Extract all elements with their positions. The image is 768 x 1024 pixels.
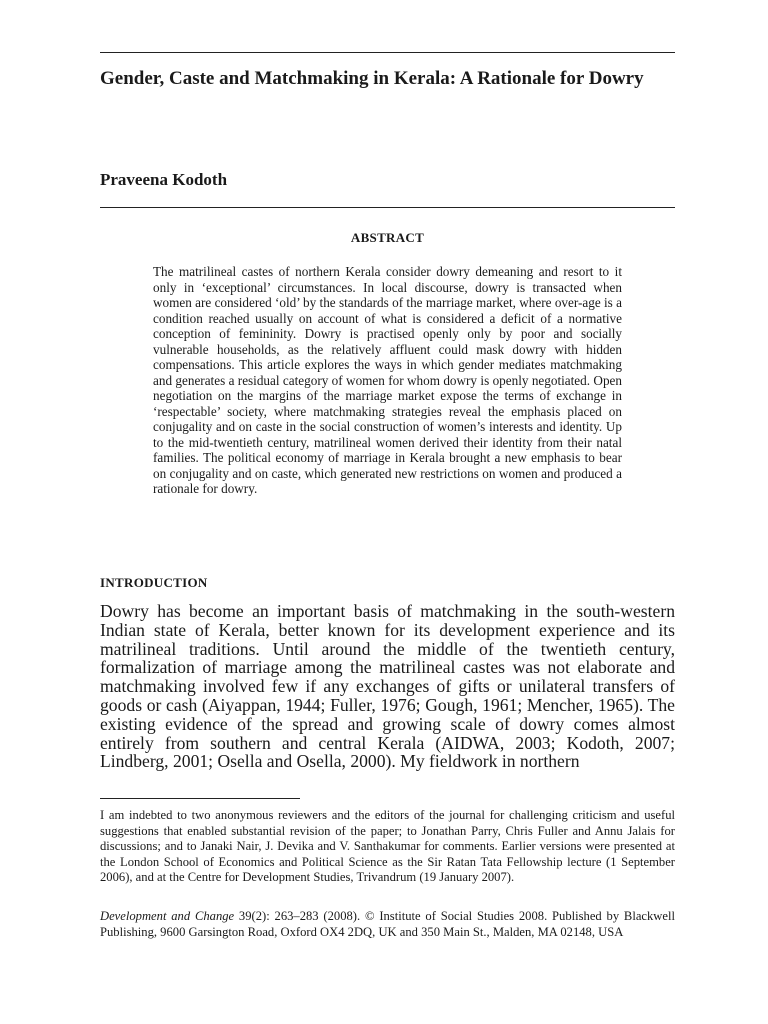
footnote-rule [100, 798, 300, 799]
citation-details: 39(2): 263–283 (2008). © Institute of Social Studies 2008. Published by Blackwell Publishing, 9600 Garsington Road, Oxford OX4 2DQ, UK and 350 Main St., Malden, MA 02148, USA [100, 909, 675, 939]
article-title: Gender, Caste and Matchmaking in Kerala: A Rationale for Dowry [100, 68, 644, 89]
introduction-heading: INTRODUCTION [100, 575, 208, 590]
journal-citation [100, 909, 675, 940]
introduction-text: Dowry has become an important basis of matchmaking in the south-western Indian state of Kerala, better known for its development experience and its matrilineal traditions. Until around the middle of the twentieth century, formalization of marriage among the matrilineal castes was not elaborate and matchmaking involved few if any exchanges of gifts or unilateral transfers of goods or cash (Aiyappan, 1944; Fuller, 1976; Gough, 1961; Mencher, 1965). The existing evidence of the spread and growing scale of dowry comes almost entirely from southern and central Kerala (AIDWA, 2003; Kodoth, 2007; Lindberg, 2001; Osella and Osella, 2000). My fieldwork in northern [100, 601, 675, 772]
abstract-text: The matrilineal castes of northern Kerala consider dowry demeaning and resort to it only in ‘exceptional’ circumstances. In local discourse, dowry is transacted when women are considered ‘old’ by the standards of the marriage market, where over-age is a condition reached usually on account of what is considered a deficit of a normative conception of femininity. Dowry is practised openly only by poor and socially vulnerable households, as the relatively affluent could mask dowry with hidden compensations. This article explores the ways in which gender mediates matchmaking and generates a residual category of women for whom dowry is openly negotiated. Open negotiation on the margins of the marriage market expose the terms of exchange in ‘respectable’ society, where matchmaking strategies reveal the emphasis placed on conjugality and on caste in the social construction of women’s interests and identity. Up to the mid-twentieth century, matrilineal women derived their identity from their natal families. The political economy of marriage in Kerala brought a new emphasis to bear on conjugality and on caste, which generated new restrictions on women and produced a rationale for dowry. [153, 264, 622, 496]
top-rule [100, 52, 675, 53]
journal-name: Development and Change [100, 909, 235, 923]
abstract-heading: ABSTRACT [350, 230, 425, 245]
acknowledgement-footnote: I am indebted to two anonymous reviewers and the editors of the journal for challenging criticism and useful suggestions that enabled substantial revision of the paper; to Jonathan Parry, Chris Fuller and Annu Jalais for discussions; and to Janaki Nair, J. Devika and V. Santhakumar for comments. Earlier versions were presented at the London School of Economics and Political Science as the Sir Ratan Tata Fellowship lecture (1 September 2006), and at the Centre for Development Studies, Trivandrum (19 January 2007). [100, 808, 675, 885]
author-rule [100, 207, 675, 208]
author-name: Praveena Kodoth [100, 170, 228, 189]
